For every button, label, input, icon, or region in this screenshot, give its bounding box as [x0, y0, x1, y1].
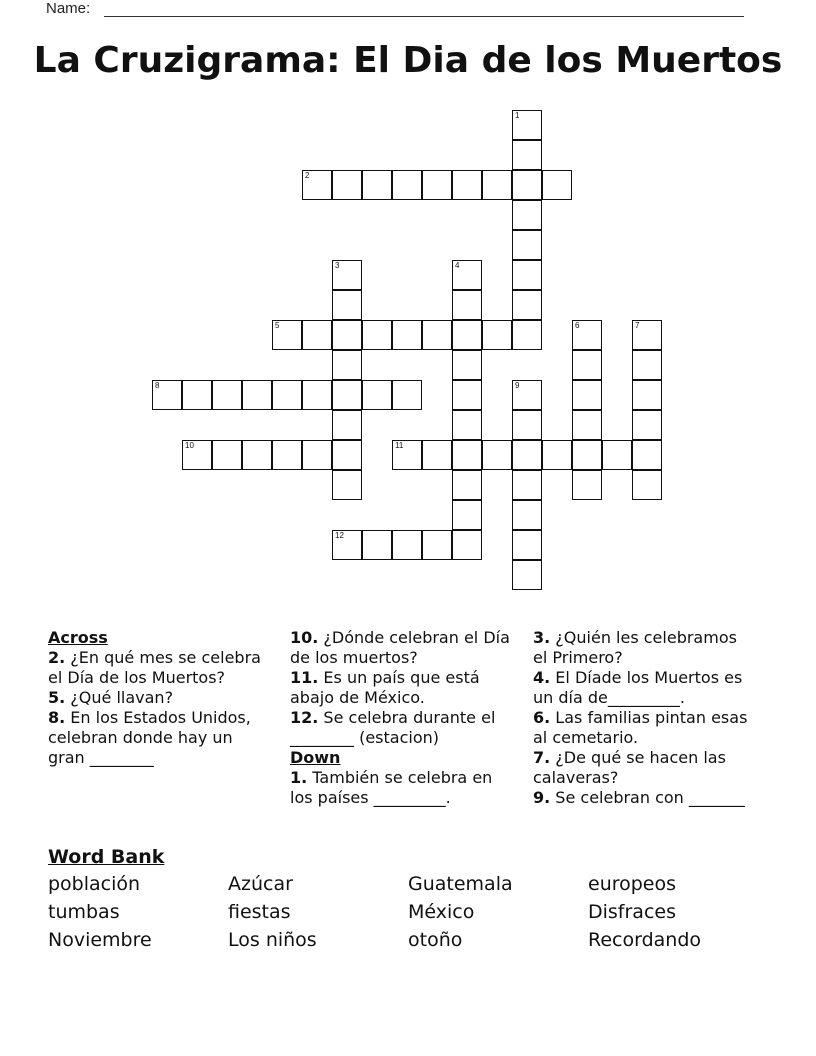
crossword-cell[interactable]: [512, 530, 542, 560]
crossword-cell[interactable]: [392, 320, 422, 350]
crossword-cell[interactable]: [422, 530, 452, 560]
crossword-cell[interactable]: [512, 500, 542, 530]
down-heading: Down: [290, 748, 341, 767]
clue-across-2: 2. ¿En qué mes se celebra el Día de los Muertos?: [48, 648, 261, 687]
crossword-cell[interactable]: [332, 530, 362, 560]
word-bank-item: europeos: [588, 873, 677, 895]
crossword-cell[interactable]: [272, 380, 302, 410]
clue-across-8: 8. En los Estados Unidos, celebran donde hay un gran ________: [48, 708, 251, 767]
crossword-cell[interactable]: [482, 440, 512, 470]
crossword-cell[interactable]: [512, 290, 542, 320]
crossword-cell[interactable]: [512, 440, 542, 470]
clue-number: 5: [275, 321, 280, 330]
crossword-cell[interactable]: [452, 290, 482, 320]
crossword-cell[interactable]: [332, 470, 362, 500]
crossword-cell[interactable]: [512, 320, 542, 350]
crossword-cell[interactable]: [452, 440, 482, 470]
crossword-cell[interactable]: [632, 470, 662, 500]
crossword-cell[interactable]: [212, 440, 242, 470]
clue-number: 9: [515, 381, 520, 390]
clue-down-6: 6. Las familias pintan esas al cemetario.: [533, 708, 748, 747]
clue-across-10: 10. ¿Dónde celebran el Día de los muertos?: [290, 628, 510, 667]
name-field[interactable]: [46, 0, 90, 17]
crossword-cell[interactable]: [362, 170, 392, 200]
clue-number: 2: [305, 171, 310, 180]
crossword-cell[interactable]: [332, 380, 362, 410]
crossword-cell[interactable]: [242, 380, 272, 410]
clue-number: 10: [185, 441, 194, 450]
word-bank-item: fiestas: [228, 901, 291, 923]
clue-across-5: 5. ¿Qué llavan?: [48, 688, 174, 707]
crossword-cell[interactable]: [512, 110, 542, 140]
crossword-cell[interactable]: [182, 440, 212, 470]
crossword-cell[interactable]: [302, 440, 332, 470]
crossword-cell[interactable]: [512, 170, 542, 200]
crossword-cell[interactable]: [632, 350, 662, 380]
crossword-cell[interactable]: [452, 410, 482, 440]
crossword-cell[interactable]: [212, 380, 242, 410]
crossword-cell[interactable]: [392, 530, 422, 560]
crossword-cell[interactable]: [362, 320, 392, 350]
crossword-cell[interactable]: [332, 290, 362, 320]
clue-down-9: 9. Se celebran con _______: [533, 788, 745, 807]
page-title: La Cruzigrama: El Dia de los Muertos: [33, 40, 783, 81]
crossword-cell[interactable]: [272, 440, 302, 470]
crossword-cell[interactable]: [512, 560, 542, 590]
crossword-cell[interactable]: [302, 380, 332, 410]
crossword-cell[interactable]: [452, 170, 482, 200]
clues-column-2: [290, 628, 510, 808]
crossword-cell[interactable]: [482, 320, 512, 350]
word-bank-item: Los niños: [228, 929, 317, 951]
crossword-cell[interactable]: [632, 380, 662, 410]
clue-across-11: 11. Es un país que está abajo de México.: [290, 668, 480, 707]
crossword-cell[interactable]: [452, 470, 482, 500]
clue-number: 8: [155, 381, 160, 390]
crossword-cell[interactable]: [362, 380, 392, 410]
crossword-cell[interactable]: [452, 320, 482, 350]
crossword-cell[interactable]: [512, 140, 542, 170]
crossword-cell[interactable]: [602, 440, 632, 470]
crossword-cell[interactable]: [392, 380, 422, 410]
crossword-cell[interactable]: [332, 350, 362, 380]
crossword-cell[interactable]: [452, 530, 482, 560]
crossword-cell[interactable]: [572, 470, 602, 500]
crossword-cell[interactable]: [332, 170, 362, 200]
crossword-cell[interactable]: [272, 320, 302, 350]
crossword-cell[interactable]: [422, 440, 452, 470]
clue-down-3: 3. ¿Quién les celebramos el Primero?: [533, 628, 737, 667]
name-label: Name:: [46, 0, 91, 17]
crossword-cell[interactable]: [632, 440, 662, 470]
clues-column-3: [533, 628, 753, 808]
crossword-cell[interactable]: [482, 170, 512, 200]
clue-number: 3: [335, 261, 340, 270]
crossword-cell[interactable]: [392, 170, 422, 200]
crossword-cell[interactable]: [392, 440, 422, 470]
crossword-cell[interactable]: [302, 170, 332, 200]
word-bank-item: México: [408, 901, 475, 923]
clue-across-12: 12. Se celebra durante el ________ (estacion): [290, 708, 496, 747]
crossword-cell[interactable]: [332, 440, 362, 470]
word-bank-item: Disfraces: [588, 901, 676, 923]
word-bank-item: tumbas: [48, 901, 120, 923]
clue-number: 7: [635, 321, 640, 330]
crossword-cell[interactable]: [512, 260, 542, 290]
word-bank-item: otoño: [408, 929, 463, 951]
crossword-cell[interactable]: [542, 440, 572, 470]
word-bank-item: Noviembre: [48, 929, 152, 951]
crossword-cell[interactable]: [542, 170, 572, 200]
crossword-cell[interactable]: [302, 320, 332, 350]
crossword-cell[interactable]: [452, 350, 482, 380]
word-bank-item: Recordando: [588, 929, 702, 951]
crossword-cell[interactable]: [512, 200, 542, 230]
clue-number: 6: [575, 321, 580, 330]
crossword-cell[interactable]: [332, 260, 362, 290]
clue-number: 4: [455, 261, 460, 270]
clue-down-4: 4. El Díade los Muertos es un día de_________.: [533, 668, 743, 707]
crossword-cell[interactable]: [572, 440, 602, 470]
crossword-cell[interactable]: [452, 380, 482, 410]
crossword-cell[interactable]: [572, 380, 602, 410]
crossword-cell[interactable]: [452, 500, 482, 530]
word-bank-item: Azúcar: [228, 873, 293, 895]
crossword-cell[interactable]: [512, 410, 542, 440]
crossword-cell[interactable]: [152, 380, 182, 410]
crossword-cell[interactable]: [242, 440, 272, 470]
crossword-cell[interactable]: [422, 320, 452, 350]
word-bank: [48, 873, 768, 951]
clue-down-1: 1. También se celebra en los países _________.: [290, 768, 493, 807]
crossword-cell[interactable]: [182, 380, 212, 410]
word-bank-item: Guatemala: [408, 873, 513, 895]
crossword-cell[interactable]: [452, 260, 482, 290]
word-bank-title: Word Bank: [48, 846, 165, 868]
clue-number: 1: [515, 111, 520, 120]
crossword-cell[interactable]: [572, 350, 602, 380]
crossword-cell[interactable]: [512, 230, 542, 260]
clue-number: 12: [335, 531, 344, 540]
clue-down-7: 7. ¿De qué se hacen las calaveras?: [533, 748, 726, 787]
crossword-cell[interactable]: [572, 320, 602, 350]
crossword-cell[interactable]: [572, 410, 602, 440]
crossword-cell[interactable]: [632, 320, 662, 350]
word-bank-item: población: [48, 873, 141, 895]
crossword-cell[interactable]: [632, 410, 662, 440]
crossword-cell[interactable]: [422, 170, 452, 200]
clue-number: 11: [395, 441, 404, 450]
crossword-cell[interactable]: [512, 380, 542, 410]
crossword-cell[interactable]: [512, 470, 542, 500]
clues-column-1: [48, 628, 268, 768]
crossword-cell[interactable]: [332, 320, 362, 350]
crossword-cell[interactable]: [362, 530, 392, 560]
crossword-cell[interactable]: [332, 410, 362, 440]
name-underline: [104, 16, 744, 17]
across-heading: Across: [48, 628, 108, 647]
